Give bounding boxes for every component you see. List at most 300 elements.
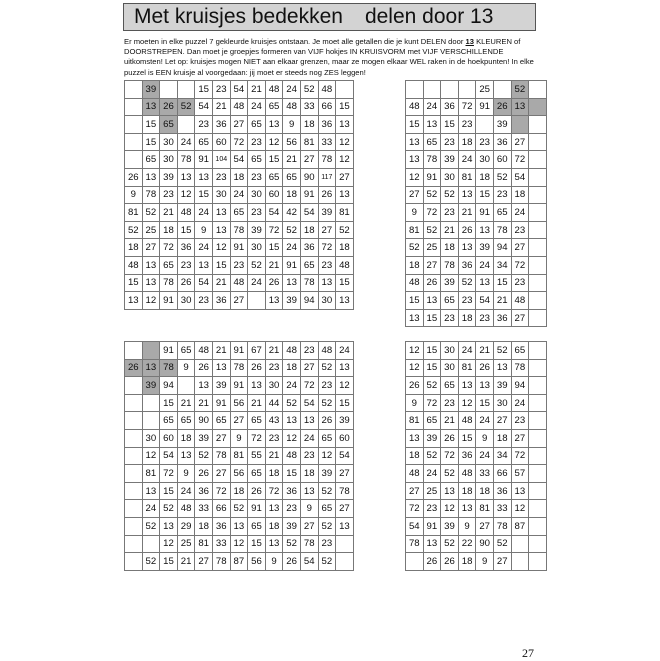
grid-cell[interactable]: 12	[406, 342, 424, 360]
grid-cell[interactable]: 23	[493, 186, 511, 204]
grid-cell[interactable]: 39	[441, 517, 459, 535]
grid-cell[interactable]	[529, 377, 547, 395]
grid-cell[interactable]	[125, 394, 143, 412]
grid-cell[interactable]: 27	[230, 412, 248, 430]
grid-cell[interactable]: 18	[511, 186, 529, 204]
grid-cell[interactable]: 60	[265, 186, 283, 204]
grid-cell[interactable]: 23	[511, 221, 529, 239]
grid-cell[interactable]	[177, 377, 195, 395]
grid-cell[interactable]: 65	[283, 168, 301, 186]
grid-cell[interactable]: 13	[423, 535, 441, 553]
grid-cell[interactable]: 13	[406, 309, 424, 327]
grid-cell[interactable]: 78	[511, 359, 529, 377]
grid-cell[interactable]: 13	[458, 377, 476, 395]
grid-cell[interactable]	[529, 535, 547, 553]
grid-cell[interactable]: 18	[493, 429, 511, 447]
grid-cell[interactable]: 52	[283, 394, 301, 412]
grid-cell[interactable]: 65	[265, 168, 283, 186]
grid-cell[interactable]: 39	[283, 292, 301, 310]
grid-cell[interactable]	[142, 342, 160, 360]
grid-cell[interactable]: 24	[458, 342, 476, 360]
grid-cell[interactable]: 81	[142, 465, 160, 483]
grid-cell[interactable]: 29	[177, 517, 195, 535]
grid-cell[interactable]: 54	[511, 168, 529, 186]
grid-cell[interactable]: 48	[230, 274, 248, 292]
grid-cell[interactable]: 94	[511, 377, 529, 395]
grid-cell[interactable]: 9	[177, 465, 195, 483]
grid-cell[interactable]: 21	[177, 394, 195, 412]
grid-cell[interactable]: 26	[125, 359, 143, 377]
grid-cell[interactable]: 13	[458, 500, 476, 518]
grid-cell[interactable]	[529, 116, 547, 134]
grid-cell[interactable]: 52	[177, 98, 195, 116]
grid-cell[interactable]: 9	[125, 186, 143, 204]
grid-cell[interactable]: 81	[458, 359, 476, 377]
grid-cell[interactable]: 21	[265, 256, 283, 274]
grid-cell[interactable]: 48	[458, 412, 476, 430]
grid-cell[interactable]: 91	[160, 292, 178, 310]
grid-cell[interactable]: 25	[423, 482, 441, 500]
grid-cell[interactable]: 91	[195, 151, 213, 169]
grid-cell[interactable]: 23	[265, 429, 283, 447]
grid-cell[interactable]: 30	[177, 292, 195, 310]
grid-cell[interactable]: 13	[212, 221, 230, 239]
grid-cell[interactable]: 52	[493, 342, 511, 360]
grid-cell[interactable]	[177, 116, 195, 134]
grid-cell[interactable]: 13	[195, 377, 213, 395]
grid-cell[interactable]: 43	[265, 412, 283, 430]
grid-cell[interactable]	[125, 465, 143, 483]
grid-cell[interactable]: 21	[265, 342, 283, 360]
grid-cell[interactable]: 13	[423, 292, 441, 310]
grid-cell[interactable]: 65	[265, 98, 283, 116]
grid-cell[interactable]	[423, 81, 441, 99]
grid-cell[interactable]: 24	[248, 98, 266, 116]
grid-cell[interactable]: 24	[195, 204, 213, 222]
grid-cell[interactable]: 27	[230, 116, 248, 134]
grid-cell[interactable]: 39	[336, 412, 354, 430]
grid-cell[interactable]: 94	[300, 292, 318, 310]
grid-cell[interactable]: 39	[441, 274, 459, 292]
grid-cell[interactable]: 25	[476, 81, 494, 99]
grid-cell[interactable]: 48	[230, 98, 248, 116]
grid-cell[interactable]: 15	[195, 186, 213, 204]
grid-cell[interactable]: 81	[476, 500, 494, 518]
grid-cell[interactable]: 36	[458, 447, 476, 465]
grid-cell[interactable]: 15	[441, 116, 459, 134]
grid-cell[interactable]: 21	[212, 342, 230, 360]
grid-cell[interactable]: 26	[248, 482, 266, 500]
grid-cell[interactable]: 65	[441, 377, 459, 395]
grid-cell[interactable]: 52	[423, 447, 441, 465]
grid-cell[interactable]: 66	[212, 500, 230, 518]
grid-cell[interactable]: 13	[406, 151, 424, 169]
grid-cell[interactable]: 39	[441, 151, 459, 169]
grid-cell[interactable]: 15	[248, 535, 266, 553]
grid-cell[interactable]: 52	[142, 553, 160, 571]
grid-cell[interactable]: 24	[283, 239, 301, 257]
grid-cell[interactable]: 12	[283, 429, 301, 447]
grid-cell[interactable]	[177, 81, 195, 99]
grid-cell[interactable]: 26	[125, 168, 143, 186]
grid-cell[interactable]: 13	[476, 221, 494, 239]
grid-cell[interactable]: 24	[177, 133, 195, 151]
grid-cell[interactable]: 26	[265, 274, 283, 292]
grid-cell[interactable]	[125, 429, 143, 447]
grid-cell[interactable]: 52	[142, 517, 160, 535]
grid-cell[interactable]: 78	[142, 186, 160, 204]
grid-cell[interactable]: 78	[423, 151, 441, 169]
grid-cell[interactable]: 39	[318, 465, 336, 483]
grid-cell[interactable]: 65	[493, 204, 511, 222]
grid-cell[interactable]: 18	[300, 221, 318, 239]
grid-cell[interactable]: 13	[142, 359, 160, 377]
grid-cell[interactable]	[529, 482, 547, 500]
grid-cell[interactable]: 52	[493, 168, 511, 186]
grid-cell[interactable]	[336, 81, 354, 99]
grid-cell[interactable]: 52	[195, 447, 213, 465]
grid-cell[interactable]	[125, 412, 143, 430]
grid-cell[interactable]	[529, 81, 547, 99]
grid-cell[interactable]: 12	[441, 500, 459, 518]
grid-cell[interactable]: 30	[476, 151, 494, 169]
grid-cell[interactable]: 48	[318, 81, 336, 99]
grid-cell[interactable]: 30	[493, 394, 511, 412]
grid-cell[interactable]: 23	[458, 292, 476, 310]
grid-cell[interactable]: 26	[177, 274, 195, 292]
grid-cell[interactable]: 27	[511, 429, 529, 447]
grid-cell[interactable]: 36	[177, 239, 195, 257]
grid-cell[interactable]: 23	[300, 342, 318, 360]
grid-cell[interactable]: 12	[160, 535, 178, 553]
grid-cell[interactable]: 52	[458, 274, 476, 292]
grid-cell[interactable]: 52	[423, 221, 441, 239]
grid-cell[interactable]: 13	[265, 116, 283, 134]
grid-cell[interactable]: 48	[511, 292, 529, 310]
grid-cell[interactable]	[529, 221, 547, 239]
grid-cell[interactable]: 12	[265, 133, 283, 151]
grid-cell[interactable]: 48	[283, 98, 301, 116]
grid-cell[interactable]: 23	[441, 394, 459, 412]
grid-cell[interactable]: 65	[248, 465, 266, 483]
grid-cell[interactable]: 91	[230, 377, 248, 395]
grid-cell[interactable]: 23	[441, 133, 459, 151]
grid-cell[interactable]: 48	[406, 98, 424, 116]
grid-cell[interactable]: 13	[406, 133, 424, 151]
grid-cell[interactable]: 65	[177, 412, 195, 430]
grid-cell[interactable]	[511, 116, 529, 134]
grid-cell[interactable]: 12	[336, 377, 354, 395]
grid-cell[interactable]: 78	[160, 274, 178, 292]
grid-cell[interactable]: 104	[212, 151, 230, 169]
grid-cell[interactable]	[529, 292, 547, 310]
grid-cell[interactable]: 27	[318, 221, 336, 239]
grid-cell[interactable]: 81	[336, 204, 354, 222]
grid-cell[interactable]: 66	[493, 465, 511, 483]
grid-cell[interactable]	[125, 116, 143, 134]
grid-cell[interactable]: 23	[248, 133, 266, 151]
grid-cell[interactable]: 52	[493, 535, 511, 553]
grid-cell[interactable]: 13	[142, 98, 160, 116]
grid-cell[interactable]: 54	[230, 151, 248, 169]
grid-cell[interactable]	[529, 359, 547, 377]
grid-cell[interactable]: 94	[493, 239, 511, 257]
grid-cell[interactable]: 13	[177, 447, 195, 465]
grid-cell[interactable]: 65	[423, 412, 441, 430]
grid-cell[interactable]	[529, 553, 547, 571]
grid-cell[interactable]: 48	[265, 81, 283, 99]
grid-cell[interactable]: 54	[230, 81, 248, 99]
grid-cell[interactable]: 23	[476, 133, 494, 151]
grid-cell[interactable]: 27	[212, 429, 230, 447]
grid-cell[interactable]	[125, 81, 143, 99]
grid-cell[interactable]: 54	[476, 292, 494, 310]
grid-cell[interactable]: 23	[318, 535, 336, 553]
grid-cell[interactable]: 24	[142, 500, 160, 518]
grid-cell[interactable]: 21	[458, 204, 476, 222]
grid-cell[interactable]: 13	[406, 429, 424, 447]
grid-cell[interactable]: 78	[212, 447, 230, 465]
grid-cell[interactable]: 65	[160, 412, 178, 430]
grid-cell[interactable]: 66	[318, 98, 336, 116]
grid-cell[interactable]: 56	[230, 394, 248, 412]
grid-cell[interactable]: 21	[195, 394, 213, 412]
grid-cell[interactable]: 23	[458, 116, 476, 134]
grid-cell[interactable]: 23	[318, 256, 336, 274]
grid-cell[interactable]	[529, 412, 547, 430]
grid-cell[interactable]	[248, 292, 266, 310]
grid-cell[interactable]: 78	[212, 553, 230, 571]
grid-cell[interactable]: 21	[283, 151, 301, 169]
grid-cell[interactable]: 26	[458, 221, 476, 239]
grid-cell[interactable]: 12	[406, 359, 424, 377]
grid-cell[interactable]: 18	[265, 517, 283, 535]
grid-cell[interactable]: 15	[406, 292, 424, 310]
grid-cell[interactable]: 39	[423, 429, 441, 447]
grid-cell[interactable]: 24	[476, 412, 494, 430]
grid-cell[interactable]	[142, 412, 160, 430]
grid-cell[interactable]: 39	[160, 168, 178, 186]
grid-cell[interactable]: 78	[230, 359, 248, 377]
grid-cell[interactable]: 13	[423, 116, 441, 134]
grid-cell[interactable]: 48	[283, 342, 301, 360]
grid-cell[interactable]: 24	[511, 394, 529, 412]
grid-cell[interactable]: 39	[493, 377, 511, 395]
grid-cell[interactable]: 72	[458, 98, 476, 116]
grid-cell[interactable]	[529, 500, 547, 518]
grid-cell[interactable]	[476, 116, 494, 134]
grid-cell[interactable]: 15	[195, 81, 213, 99]
grid-cell[interactable]: 78	[300, 535, 318, 553]
grid-cell[interactable]: 36	[212, 517, 230, 535]
grid-cell[interactable]	[529, 256, 547, 274]
grid-cell[interactable]: 26	[423, 553, 441, 571]
grid-cell[interactable]: 72	[160, 239, 178, 257]
grid-cell[interactable]: 21	[248, 81, 266, 99]
grid-cell[interactable]: 18	[195, 517, 213, 535]
grid-cell[interactable]: 81	[300, 133, 318, 151]
grid-cell[interactable]: 30	[248, 186, 266, 204]
grid-cell[interactable]: 72	[160, 465, 178, 483]
grid-cell[interactable]: 24	[511, 204, 529, 222]
grid-cell[interactable]: 9	[177, 359, 195, 377]
grid-cell[interactable]: 15	[142, 133, 160, 151]
grid-cell[interactable]: 65	[511, 342, 529, 360]
grid-cell[interactable]: 72	[265, 482, 283, 500]
grid-cell[interactable]: 24	[476, 256, 494, 274]
grid-cell[interactable]: 36	[212, 116, 230, 134]
grid-cell[interactable]	[529, 186, 547, 204]
grid-cell[interactable]: 52	[336, 221, 354, 239]
grid-cell[interactable]: 26	[441, 429, 459, 447]
grid-cell[interactable]: 60	[212, 133, 230, 151]
grid-cell[interactable]: 26	[423, 274, 441, 292]
grid-cell[interactable]	[511, 553, 529, 571]
grid-cell[interactable]: 48	[177, 500, 195, 518]
grid-cell[interactable]: 21	[476, 342, 494, 360]
grid-cell[interactable]: 13	[458, 239, 476, 257]
grid-cell[interactable]: 13	[283, 412, 301, 430]
grid-cell[interactable]	[529, 239, 547, 257]
grid-cell[interactable]: 13	[265, 535, 283, 553]
grid-cell[interactable]: 23	[318, 377, 336, 395]
grid-cell[interactable]: 33	[300, 98, 318, 116]
grid-cell[interactable]: 25	[142, 221, 160, 239]
grid-cell[interactable]: 13	[336, 517, 354, 535]
grid-cell[interactable]: 39	[142, 81, 160, 99]
grid-cell[interactable]: 33	[195, 500, 213, 518]
grid-cell[interactable]: 24	[248, 274, 266, 292]
grid-cell[interactable]: 12	[230, 535, 248, 553]
grid-cell[interactable]: 27	[300, 151, 318, 169]
grid-cell[interactable]: 91	[476, 204, 494, 222]
grid-cell[interactable]: 36	[441, 98, 459, 116]
grid-cell[interactable]: 27	[493, 412, 511, 430]
grid-cell[interactable]	[125, 151, 143, 169]
grid-cell[interactable]: 13	[300, 412, 318, 430]
grid-cell[interactable]: 27	[423, 256, 441, 274]
grid-cell[interactable]: 72	[423, 394, 441, 412]
grid-cell[interactable]: 18	[230, 168, 248, 186]
grid-cell[interactable]: 90	[476, 535, 494, 553]
grid-cell[interactable]: 36	[493, 309, 511, 327]
grid-cell[interactable]: 78	[300, 274, 318, 292]
grid-cell[interactable]: 36	[318, 116, 336, 134]
grid-cell[interactable]: 21	[212, 98, 230, 116]
grid-cell[interactable]: 90	[195, 412, 213, 430]
grid-cell[interactable]: 72	[300, 377, 318, 395]
grid-cell[interactable]: 18	[458, 553, 476, 571]
grid-cell[interactable]: 21	[265, 447, 283, 465]
grid-cell[interactable]: 54	[336, 447, 354, 465]
grid-cell[interactable]: 87	[230, 553, 248, 571]
grid-cell[interactable]	[529, 204, 547, 222]
grid-cell[interactable]: 15	[212, 256, 230, 274]
grid-cell[interactable]: 9	[406, 204, 424, 222]
grid-cell[interactable]	[529, 342, 547, 360]
grid-cell[interactable]: 15	[336, 394, 354, 412]
grid-cell[interactable]: 26	[406, 377, 424, 395]
grid-cell[interactable]: 24	[458, 151, 476, 169]
grid-cell[interactable]: 65	[318, 500, 336, 518]
grid-cell[interactable]: 9	[195, 221, 213, 239]
grid-cell[interactable]: 72	[265, 221, 283, 239]
grid-cell[interactable]: 78	[493, 221, 511, 239]
grid-cell[interactable]: 13	[265, 292, 283, 310]
grid-cell[interactable]: 18	[265, 465, 283, 483]
grid-cell[interactable]: 23	[423, 500, 441, 518]
grid-cell[interactable]: 23	[511, 274, 529, 292]
grid-cell[interactable]: 60	[493, 151, 511, 169]
grid-cell[interactable]: 48	[406, 274, 424, 292]
grid-cell[interactable]: 91	[230, 239, 248, 257]
grid-cell[interactable]: 26	[160, 98, 178, 116]
grid-cell[interactable]	[406, 81, 424, 99]
grid-cell[interactable]: 18	[336, 239, 354, 257]
grid-cell[interactable]: 54	[406, 517, 424, 535]
grid-cell[interactable]: 18	[230, 482, 248, 500]
grid-cell[interactable]: 9	[265, 553, 283, 571]
grid-cell[interactable]: 15	[493, 274, 511, 292]
grid-cell[interactable]: 24	[230, 186, 248, 204]
grid-cell[interactable]: 52	[248, 256, 266, 274]
grid-cell[interactable]: 52	[318, 394, 336, 412]
grid-cell[interactable]: 12	[318, 447, 336, 465]
grid-cell[interactable]: 30	[441, 342, 459, 360]
grid-cell[interactable]	[529, 447, 547, 465]
grid-cell[interactable]: 24	[283, 377, 301, 395]
grid-cell[interactable]	[458, 81, 476, 99]
grid-cell[interactable]: 27	[511, 133, 529, 151]
grid-cell[interactable]: 54	[300, 204, 318, 222]
grid-cell[interactable]: 55	[248, 447, 266, 465]
grid-cell[interactable]: 65	[230, 204, 248, 222]
grid-cell[interactable]: 30	[160, 133, 178, 151]
grid-cell[interactable]: 12	[458, 394, 476, 412]
grid-cell[interactable]: 18	[406, 256, 424, 274]
grid-cell[interactable]: 39	[142, 377, 160, 395]
grid-cell[interactable]: 27	[300, 359, 318, 377]
grid-cell[interactable]: 24	[283, 81, 301, 99]
grid-cell[interactable]: 33	[476, 465, 494, 483]
grid-cell[interactable]: 15	[423, 309, 441, 327]
grid-cell[interactable]: 30	[441, 168, 459, 186]
grid-cell[interactable]: 26	[476, 359, 494, 377]
grid-cell[interactable]: 78	[318, 151, 336, 169]
grid-cell[interactable]: 65	[142, 151, 160, 169]
grid-cell[interactable]: 52	[125, 221, 143, 239]
grid-cell[interactable]: 24	[423, 465, 441, 483]
grid-cell[interactable]	[529, 394, 547, 412]
grid-cell[interactable]: 12	[142, 447, 160, 465]
grid-cell[interactable]	[125, 133, 143, 151]
grid-cell[interactable]: 13	[248, 377, 266, 395]
grid-cell[interactable]: 54	[265, 204, 283, 222]
grid-cell[interactable]: 24	[300, 429, 318, 447]
grid-cell[interactable]: 36	[458, 256, 476, 274]
grid-cell[interactable]: 48	[336, 256, 354, 274]
grid-cell[interactable]: 15	[177, 221, 195, 239]
grid-cell[interactable]: 13	[458, 186, 476, 204]
grid-cell[interactable]: 91	[283, 256, 301, 274]
grid-cell[interactable]: 27	[493, 553, 511, 571]
grid-cell[interactable]: 81	[406, 221, 424, 239]
grid-cell[interactable]: 25	[423, 239, 441, 257]
grid-cell[interactable]: 23	[441, 204, 459, 222]
grid-cell[interactable]: 52	[441, 535, 459, 553]
grid-cell[interactable]: 13	[336, 116, 354, 134]
grid-cell[interactable]: 39	[212, 377, 230, 395]
